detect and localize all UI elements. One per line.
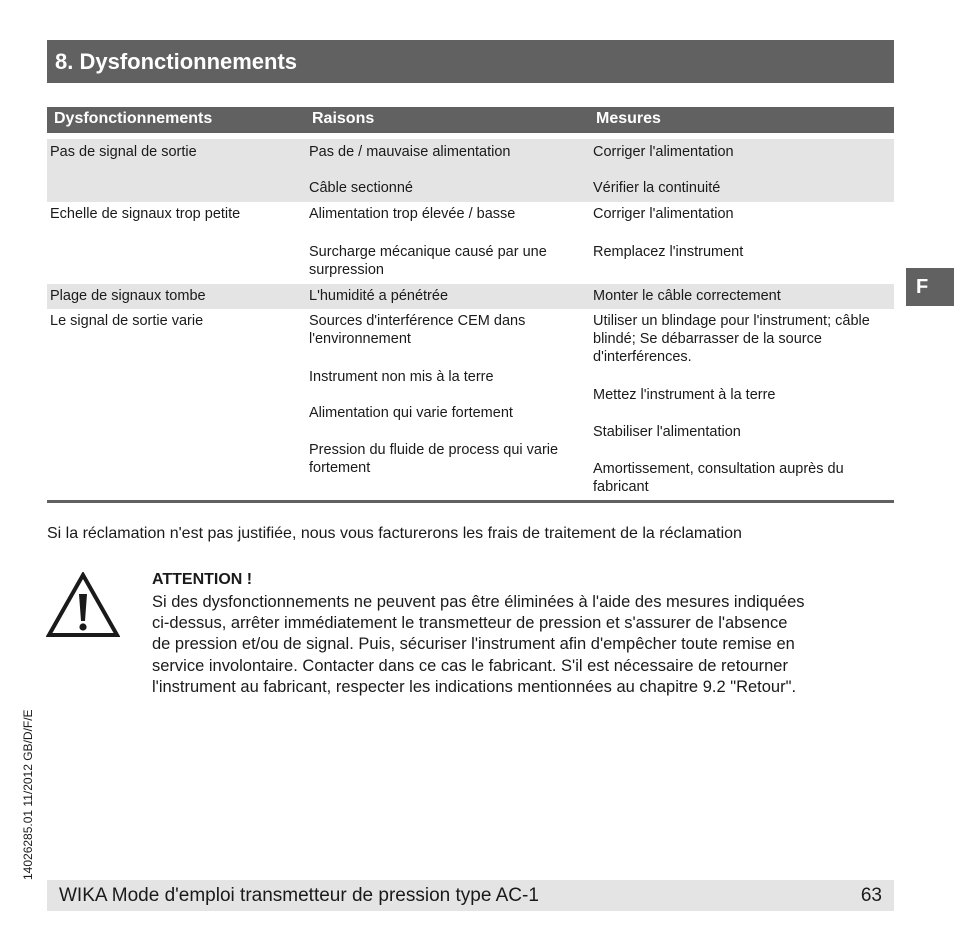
fault-cell: Le signal de sortie varie: [50, 313, 204, 329]
warning-line: Si des dysfonctionnements ne peuvent pas être éliminées à l'aide des mesures indiquées: [152, 593, 805, 611]
table-row: [47, 139, 894, 202]
measures-cell: [593, 205, 893, 285]
warning-title: ATTENTION !: [152, 571, 253, 588]
warning-text: [152, 592, 897, 698]
measure-item: Vérifier la continuité: [593, 180, 721, 196]
fault-cell: Echelle de signaux trop petite: [50, 206, 241, 222]
language-tab: [906, 268, 954, 306]
measure-item: Remplacez l'instrument: [593, 244, 744, 260]
reason-item: Pression du fluide de process qui varie fortement: [309, 442, 559, 476]
measures-cell: [593, 312, 893, 497]
fault-cell: Plage de signaux tombe: [50, 288, 206, 304]
warning-triangle-icon: [46, 572, 120, 638]
reason-item: Pas de / mauvaise alimentation: [309, 144, 511, 160]
page-number: 63: [860, 884, 882, 906]
reason-item: Instrument non mis à la terre: [309, 369, 494, 385]
reasons-cell: [309, 312, 584, 497]
document-code: 14026285.01 11/2012 GB/D/F/E: [21, 709, 35, 880]
table-row: [47, 284, 894, 309]
troubleshooting-table: [47, 107, 894, 499]
section-title: 8. Dysfonctionnements: [55, 48, 298, 74]
measure-item: Corriger l'alimentation: [593, 206, 734, 222]
warning-line: l'instrument au fabricant, respecter les indications mentionnées au chapitre 9.2 "Retour".: [152, 677, 797, 696]
reason-item: Câble sectionné: [309, 180, 413, 196]
reason-item: Sources d'interférence CEM dans l'environnement: [309, 313, 526, 347]
table-row: [47, 309, 894, 499]
header-reasons: Raisons: [312, 110, 375, 127]
page-footer: [47, 880, 894, 911]
language-tab-label: F: [916, 275, 929, 298]
measure-item: Amortissement, consultation auprès du fabricant: [593, 461, 844, 495]
footer-title: WIKA Mode d'emploi transmetteur de pression type AC-1: [59, 884, 539, 906]
measure-item: Corriger l'alimentation: [593, 144, 734, 160]
header-fault: Dysfonctionnements: [54, 110, 213, 127]
reclamation-note: Si la réclamation n'est pas justifiée, nous vous facturerons les frais de traitement de la réclamation: [47, 525, 742, 542]
measure-item: Utiliser un blindage pour l'instrument; câble blindé; Se débarrasser de la source d'interférences.: [593, 313, 870, 365]
fault-cell: Pas de signal de sortie: [50, 144, 197, 160]
header-measures: Mesures: [596, 110, 661, 127]
warning-line: service involontaire. Contacter dans ce cas le fabricant. S'il est nécessaire de retourner: [152, 656, 788, 675]
reasons-cell: [309, 205, 584, 285]
warning-line: de pression et/ou de signal. Puis, sécuriser l'instrument afin d'empêcher toute remise en: [152, 635, 795, 654]
reason-item: L'humidité a pénétrée: [309, 288, 449, 304]
measure-item: Mettez l'instrument à la terre: [593, 387, 776, 403]
warning-line: ci-dessus, arrêter immédiatement le transmetteur de pression et s'assurer de l'absence: [152, 614, 788, 633]
section-title-bar: [47, 40, 894, 83]
reason-item: Alimentation qui varie fortement: [309, 405, 513, 421]
measure-item: Monter le câble correctement: [593, 288, 781, 304]
reason-item: Alimentation trop élevée / basse: [309, 206, 516, 222]
table-row: [47, 202, 894, 284]
measures-cell: [593, 143, 893, 203]
measure-item: Stabiliser l'alimentation: [593, 424, 741, 440]
table-header: [47, 107, 894, 133]
reason-item: Surcharge mécanique causé par une surpression: [309, 244, 547, 278]
table-bottom-rule: [47, 500, 894, 503]
reasons-cell: [309, 143, 584, 203]
